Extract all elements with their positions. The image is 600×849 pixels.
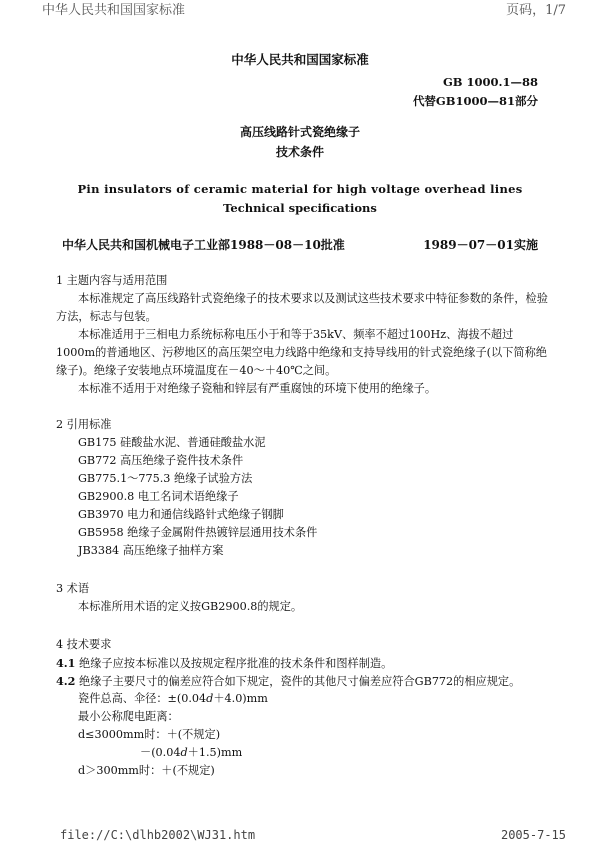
reference-item: GB5958 绝缘子金属附件热镀锌层通用技术条件: [78, 526, 318, 539]
header-site-title: 中华人民共和国国家标准: [42, 3, 186, 18]
creepage-condition-1: d≤3000mm时：＋(不规定): [78, 728, 221, 741]
reference-item: JB3384 高压绝缘子抽样方案: [78, 544, 224, 557]
variable-d: d: [206, 692, 214, 705]
reference-item: GB175 硅酸盐水泥、普通硅酸盐水泥: [78, 436, 266, 449]
tolerance-text: 瓷件总高、伞径：±(0.04: [78, 692, 207, 705]
tolerance-text: ＋1.5)mm: [187, 746, 243, 759]
creepage-condition-2: d＞300mm时：＋(不规定): [78, 764, 215, 777]
tolerance-text: ＋4.0)mm: [213, 692, 268, 705]
replaces-standard: 代替GB1000—81部分: [412, 94, 538, 108]
doc-top-title: 中华人民共和国国家标准: [231, 52, 369, 67]
section-4-heading: 4 技术要求: [56, 638, 112, 651]
clause-4-2-text: 绝缘子主要尺寸的偏差应符合如下规定，瓷件的其他尺寸偏差应符合GB772的相应规定。: [79, 675, 521, 688]
section-1-para-1: 本标准规定了高压线路针式瓷绝缘子的技术要求以及测试这些技术要求中特征参数的条件，检验方法，标志与包装。: [56, 292, 548, 323]
creepage-tolerance-minus: [140, 744, 242, 762]
reference-item: GB772 高压绝缘子瓷件技术条件: [78, 454, 244, 467]
doc-title-cn: 高压线路针式瓷绝缘子: [239, 125, 360, 139]
clause-4-1-number: 4.1: [56, 656, 76, 670]
reference-item: GB2900.8 电工名词术语绝缘子: [78, 490, 239, 503]
clause-4-1: [56, 654, 392, 673]
tolerance-text: －(0.04: [140, 746, 181, 759]
clause-4-1-text: 绝缘子应按本标准以及按规定程序批准的技术条件和图样制造。: [79, 657, 393, 670]
section-1-para-2: 本标准适用于三相电力系统标称电压小于和等于35kV、频率不超过100Hz、海拔不超过1000m的普通地区、污秽地区的高压架空电力线路中绝缘和支持导线用的针式瓷绝缘子(以下简称绝缘子)。绝缘子安装地点环境温度在－40～＋40℃之间。: [56, 328, 547, 377]
doc-subtitle-en: Technical specifications: [223, 201, 377, 215]
section-3-heading: 3 术语: [56, 582, 90, 595]
tolerance-height-diameter: [78, 690, 268, 708]
section-3-para-1: 本标准所用术语的定义按GB2900.8的规定。: [78, 600, 303, 613]
reference-item: GB3970 电力和通信线路针式绝缘子钢脚: [78, 508, 284, 521]
doc-subtitle-cn: 技术条件: [275, 145, 324, 159]
standard-code: GB 1000.1—88: [442, 75, 538, 89]
doc-title-en: Pin insulators of ceramic material for high voltage overhead lines: [77, 182, 523, 196]
clause-4-2: [56, 672, 520, 691]
header-page-number: 页码，1/7: [506, 3, 566, 18]
section-1-heading: 1 主题内容与适用范围: [56, 274, 168, 287]
footer-date: 2005-7-15: [500, 828, 566, 842]
footer-file-path: file://C:\dlhb2002\WJ31.htm: [60, 828, 256, 842]
approval-line: 中华人民共和国机械电子工业部1988－08－10批准: [62, 238, 345, 252]
variable-d: d: [180, 746, 188, 759]
reference-item: GB775.1～775.3 绝缘子试验方法: [78, 472, 253, 485]
clause-4-2-number: 4.2: [56, 674, 76, 688]
section-1-para-3: 本标准不适用于对绝缘子瓷釉和锌层有严重腐蚀的环境下使用的绝缘子。: [78, 382, 437, 395]
effective-date: 1989－07－01实施: [423, 238, 538, 252]
section-2-heading: 2 引用标准: [56, 418, 112, 431]
creepage-distance-label: 最小公称爬电距离：: [78, 710, 179, 723]
